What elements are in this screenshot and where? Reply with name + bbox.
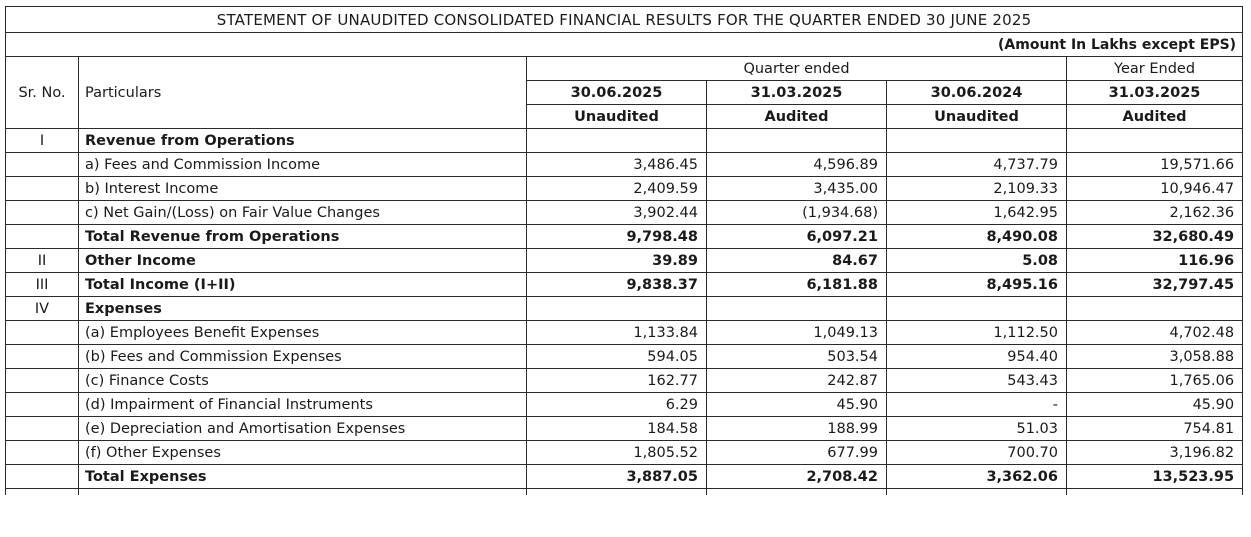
amount-cell: 3,486.45 (527, 153, 707, 177)
amount-cell: 1,765.06 (1067, 369, 1243, 393)
sr-no-cell (6, 225, 79, 249)
sr-no-cell (6, 369, 79, 393)
particulars-cell: Total Revenue from Operations (79, 225, 527, 249)
amount-cell: 13,523.95 (1067, 465, 1243, 489)
amount-cell: 700.70 (887, 441, 1067, 465)
particulars-cell: Total Expenses (79, 465, 527, 489)
financial-results-sheet (5, 6, 1242, 495)
amount-cell: 754.81 (1067, 417, 1243, 441)
particulars-cell: Total Income (I+II) (79, 273, 527, 297)
empty-cell (707, 489, 887, 496)
unit-note-row (6, 33, 1243, 57)
table-row-cutoff (6, 489, 1243, 496)
amount-cell: 1,642.95 (887, 201, 1067, 225)
sr-no-cell (6, 441, 79, 465)
amount-cell: 4,702.48 (1067, 321, 1243, 345)
amount-cell: 8,495.16 (887, 273, 1067, 297)
date-header: 31.03.2025 (707, 81, 887, 105)
amount-cell: 84.67 (707, 249, 887, 273)
audit-status-header: Unaudited (887, 105, 1067, 129)
date-header: 30.06.2025 (527, 81, 707, 105)
amount-cell: 6,097.21 (707, 225, 887, 249)
empty-cell (887, 489, 1067, 496)
particulars-cell: (d) Impairment of Financial Instruments (79, 393, 527, 417)
unit-note: (Amount In Lakhs except EPS) (6, 33, 1243, 57)
table-row (6, 321, 1243, 345)
particulars-cell: c) Net Gain/(Loss) on Fair Value Changes (79, 201, 527, 225)
amount-cell: 10,946.47 (1067, 177, 1243, 201)
amount-cell: - (887, 393, 1067, 417)
sr-no-cell: IV (6, 297, 79, 321)
amount-cell: 188.99 (707, 417, 887, 441)
amount-cell: 184.58 (527, 417, 707, 441)
sr-no-header: Sr. No. (6, 57, 79, 129)
table-row (6, 297, 1243, 321)
title-row (6, 7, 1243, 33)
particulars-cell: Revenue from Operations (79, 129, 527, 153)
particulars-header: Particulars (79, 57, 527, 129)
table-row (6, 249, 1243, 273)
empty-cell (79, 489, 527, 496)
amount-cell: 19,571.66 (1067, 153, 1243, 177)
amount-cell: 1,049.13 (707, 321, 887, 345)
amount-cell (1067, 297, 1243, 321)
statement-title: STATEMENT OF UNAUDITED CONSOLIDATED FINANCIAL RESULTS FOR THE QUARTER ENDED 30 JUNE 2025 (6, 7, 1243, 33)
amount-cell: 162.77 (527, 369, 707, 393)
sr-no-cell (6, 321, 79, 345)
amount-cell: 594.05 (527, 345, 707, 369)
amount-cell: 6,181.88 (707, 273, 887, 297)
amount-cell: 9,798.48 (527, 225, 707, 249)
amount-cell: (1,934.68) (707, 201, 887, 225)
sr-no-cell (6, 201, 79, 225)
amount-cell: 45.90 (707, 393, 887, 417)
amount-cell: 503.54 (707, 345, 887, 369)
amount-cell: 2,708.42 (707, 465, 887, 489)
amount-cell: 5.08 (887, 249, 1067, 273)
amount-cell: 6.29 (527, 393, 707, 417)
amount-cell: 51.03 (887, 417, 1067, 441)
table-row (6, 417, 1243, 441)
particulars-cell: a) Fees and Commission Income (79, 153, 527, 177)
particulars-cell: (e) Depreciation and Amortisation Expenses (79, 417, 527, 441)
date-header: 31.03.2025 (1067, 81, 1243, 105)
empty-cell (1067, 489, 1243, 496)
amount-cell: 3,196.82 (1067, 441, 1243, 465)
sr-no-cell: I (6, 129, 79, 153)
amount-cell: 1,133.84 (527, 321, 707, 345)
particulars-cell: (a) Employees Benefit Expenses (79, 321, 527, 345)
amount-cell: 32,797.45 (1067, 273, 1243, 297)
amount-cell: 4,737.79 (887, 153, 1067, 177)
sr-no-cell (6, 465, 79, 489)
amount-cell: 543.43 (887, 369, 1067, 393)
particulars-cell: (b) Fees and Commission Expenses (79, 345, 527, 369)
table-row (6, 153, 1243, 177)
amount-cell: 2,109.33 (887, 177, 1067, 201)
amount-cell: 39.89 (527, 249, 707, 273)
audit-status-header: Audited (707, 105, 887, 129)
amount-cell: 9,838.37 (527, 273, 707, 297)
particulars-cell: (c) Finance Costs (79, 369, 527, 393)
sr-no-cell (6, 345, 79, 369)
particulars-cell: (f) Other Expenses (79, 441, 527, 465)
amount-cell (707, 297, 887, 321)
sr-no-cell: III (6, 273, 79, 297)
sr-no-cell (6, 177, 79, 201)
table-row (6, 369, 1243, 393)
empty-cell (527, 489, 707, 496)
table-row (6, 201, 1243, 225)
amount-cell (527, 129, 707, 153)
amount-cell: 3,058.88 (1067, 345, 1243, 369)
audit-status-header: Unaudited (527, 105, 707, 129)
table-row (6, 273, 1243, 297)
amount-cell: 32,680.49 (1067, 225, 1243, 249)
amount-cell: 3,362.06 (887, 465, 1067, 489)
table-row (6, 393, 1243, 417)
amount-cell: 954.40 (887, 345, 1067, 369)
amount-cell: 242.87 (707, 369, 887, 393)
amount-cell: 3,902.44 (527, 201, 707, 225)
amount-cell: 3,887.05 (527, 465, 707, 489)
table-row (6, 441, 1243, 465)
year-ended-header: Year Ended (1067, 57, 1243, 81)
amount-cell (887, 297, 1067, 321)
amount-cell: 1,805.52 (527, 441, 707, 465)
amount-cell (1067, 129, 1243, 153)
amount-cell: 2,162.36 (1067, 201, 1243, 225)
sr-no-cell: II (6, 249, 79, 273)
audit-status-header: Audited (1067, 105, 1243, 129)
amount-cell: 1,112.50 (887, 321, 1067, 345)
particulars-cell: Other Income (79, 249, 527, 273)
amount-cell: 116.96 (1067, 249, 1243, 273)
sr-no-cell (6, 393, 79, 417)
table-row (6, 129, 1243, 153)
table-row (6, 225, 1243, 249)
amount-cell (707, 129, 887, 153)
empty-cell (6, 489, 79, 496)
particulars-cell: b) Interest Income (79, 177, 527, 201)
amount-cell (527, 297, 707, 321)
date-header: 30.06.2024 (887, 81, 1067, 105)
header-row-1 (6, 57, 1243, 81)
table-row (6, 177, 1243, 201)
amount-cell (887, 129, 1067, 153)
sr-no-cell (6, 153, 79, 177)
amount-cell: 45.90 (1067, 393, 1243, 417)
amount-cell: 4,596.89 (707, 153, 887, 177)
amount-cell: 677.99 (707, 441, 887, 465)
table-row (6, 465, 1243, 489)
amount-cell: 8,490.08 (887, 225, 1067, 249)
sr-no-cell (6, 417, 79, 441)
particulars-cell: Expenses (79, 297, 527, 321)
financial-results-table (5, 6, 1243, 495)
table-row (6, 345, 1243, 369)
quarter-ended-header: Quarter ended (527, 57, 1067, 81)
amount-cell: 3,435.00 (707, 177, 887, 201)
amount-cell: 2,409.59 (527, 177, 707, 201)
